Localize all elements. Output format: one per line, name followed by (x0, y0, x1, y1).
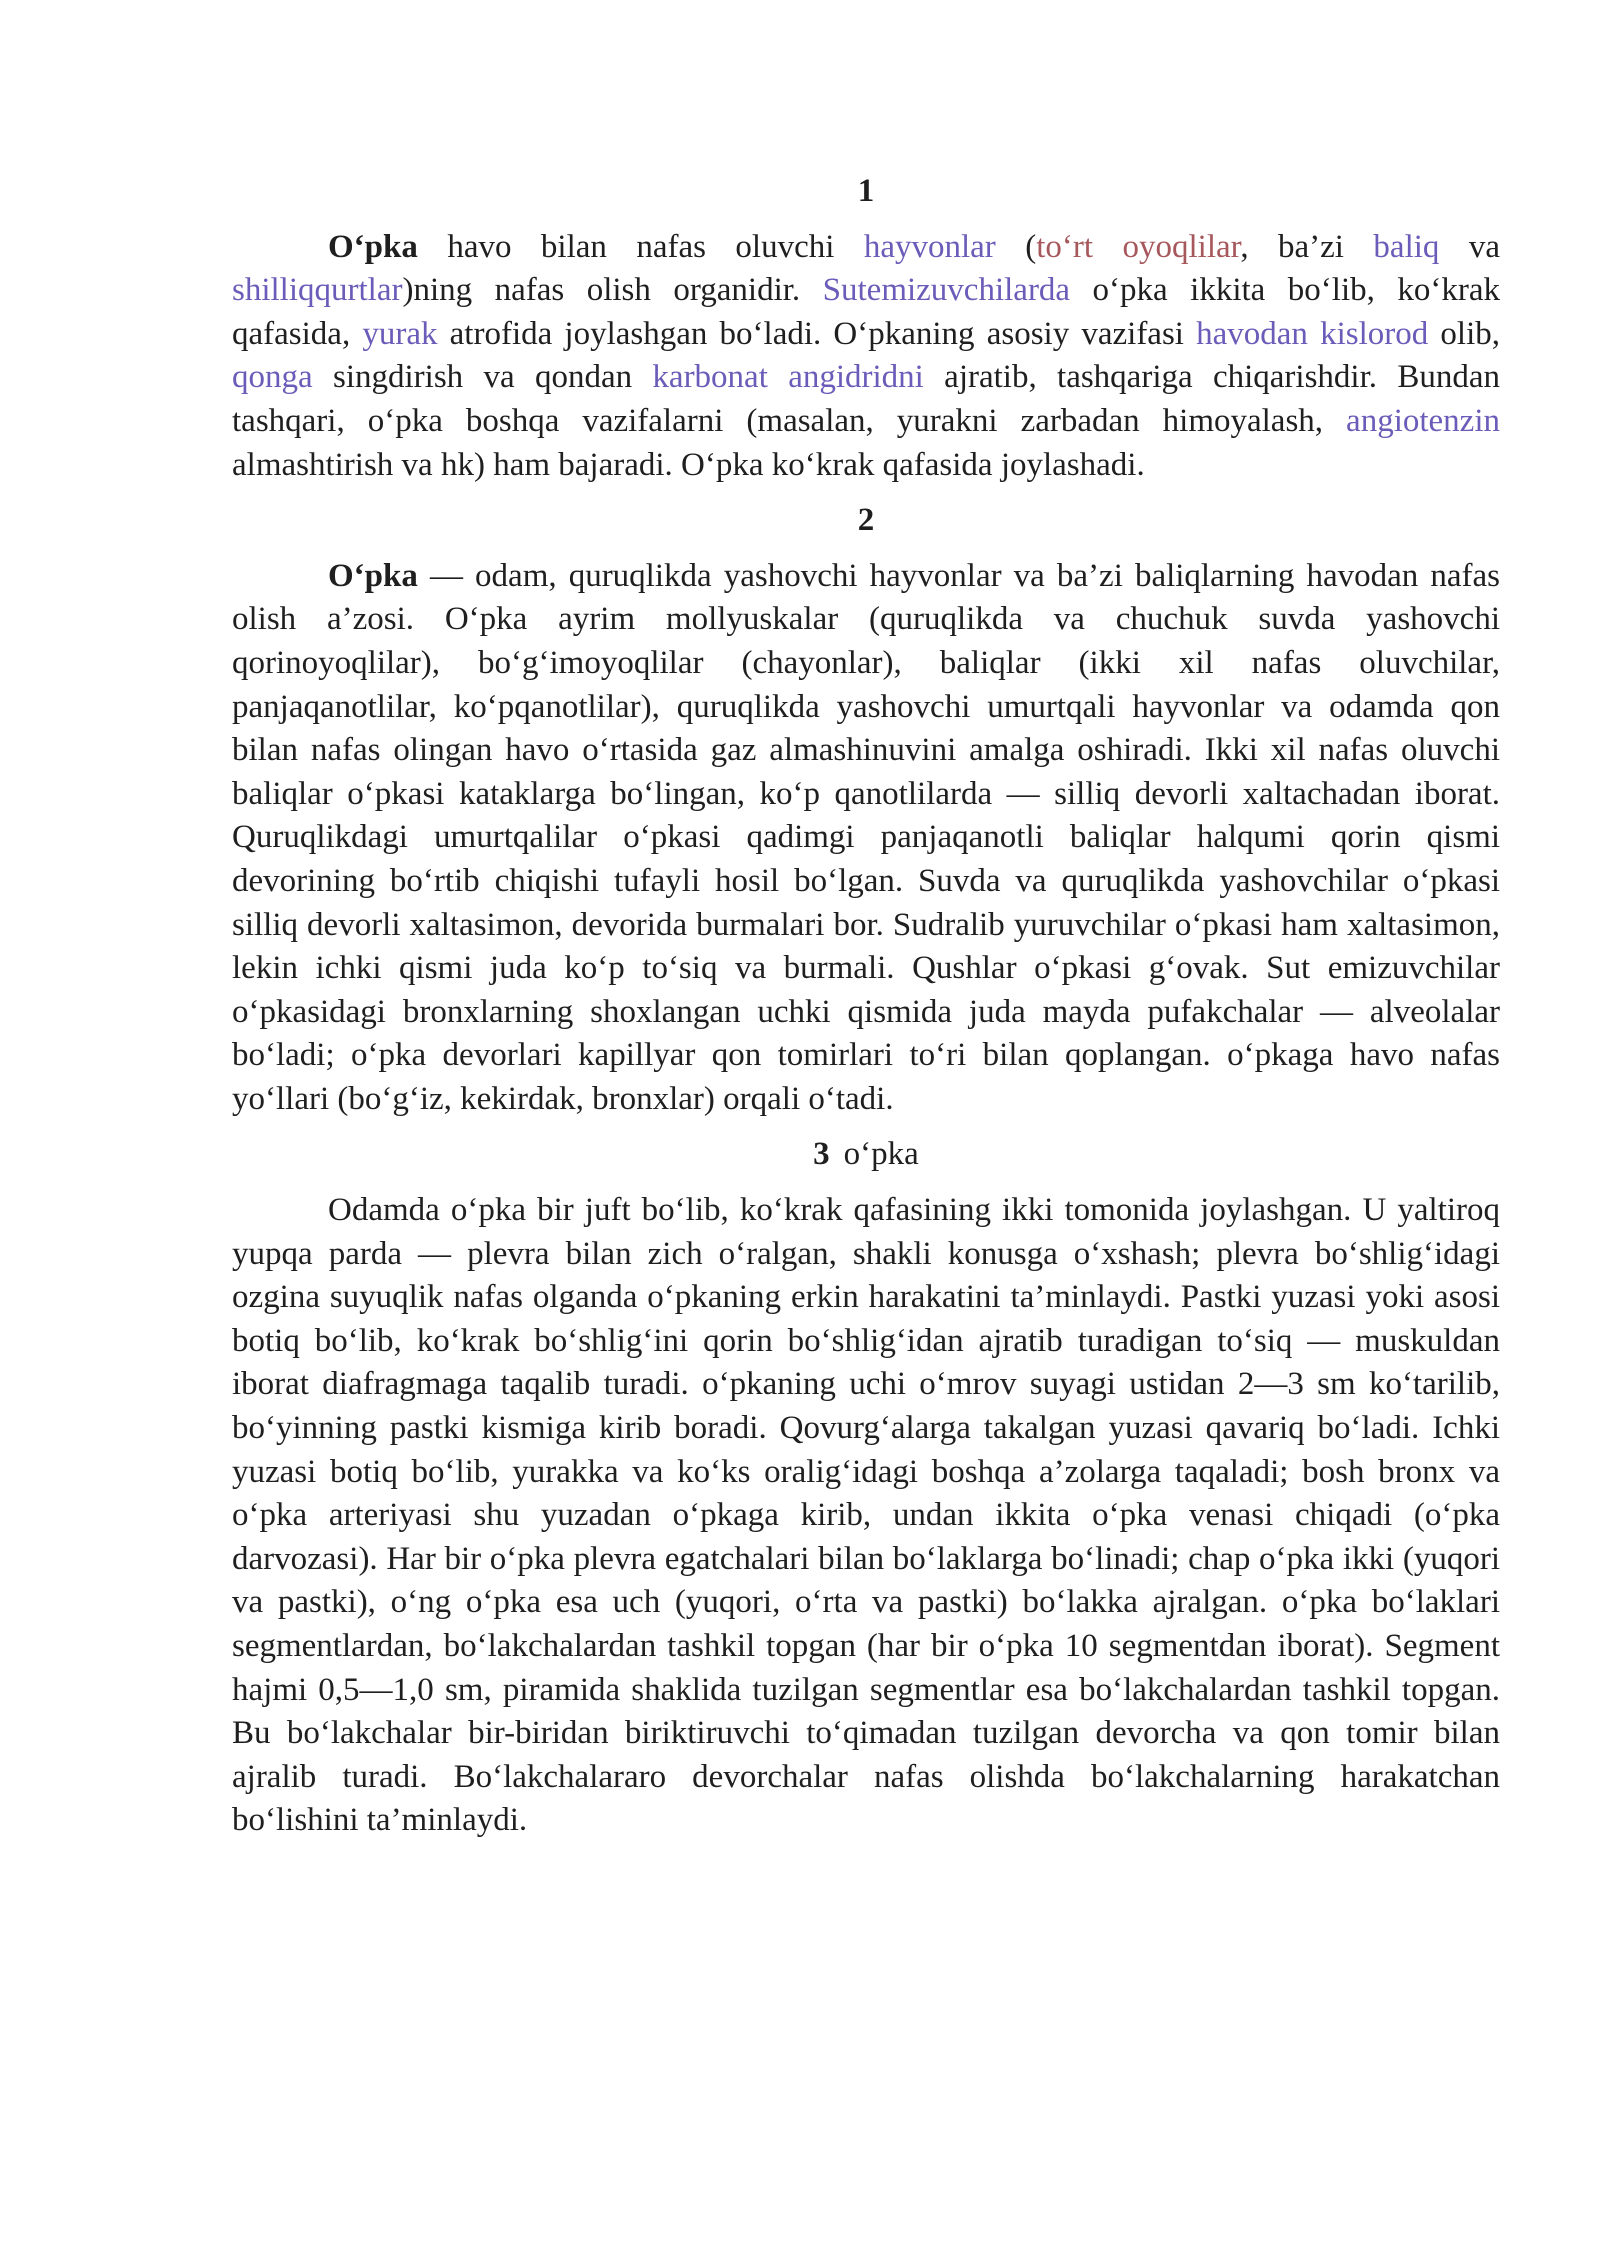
text-run: singdirish va qondan (312, 359, 653, 396)
text-run: o‘pka ikkita bo‘lib, ko‘krak qafasida, (232, 272, 1500, 352)
section-number: 2 (857, 502, 875, 539)
text-run: ajratib, tashqariga chiqarishdir. Bundan tashqari, o‘pka boshqa vazifalarni (masalan, yurakni zarbadan himoyalash, (232, 359, 1500, 439)
section-2-heading (232, 499, 1500, 543)
term-opka: O‘pka (328, 228, 418, 265)
section-subtitle: o‘pka (843, 1136, 919, 1173)
text-run: Odamda o‘pka bir juft bo‘lib, ko‘krak qafasining ikki tomonida joylashgan. U yaltiroq yupqa parda — plevra bilan zich o‘ralgan, shakli konusga o‘xshash; plevra bo‘shlig‘idagi ozgina suyuqlik nafas olganda o‘pkaning erkin harakatini ta’minlaydi. Pastki yuzasi yoki asosi botiq bo‘lib, ko‘krak bo‘shlig‘ini qorin bo‘shlig‘idan ajratib turadigan to‘siq — muskuldan iborat diafragmaga taqalib turadi. o‘pkaning uchi o‘mrov suyagi ustidan 2—3 sm ko‘tarilib, bo‘yinning pastki kismiga kirib boradi. Qovurg‘alarga takalgan yuzasi qavariq bo‘ladi. Ichki yuzasi botiq bo‘lib, yurakka va ko‘ks oralig‘idagi boshqa a’zolarga taqaladi; bosh bronx va o‘pka arteriyasi shu yuzadan o‘pkaga kirib, undan ikkita o‘pka venasi chiqadi (o‘pka darvozasi). Har bir o‘pka plevra egatchalari bilan bo‘laklarga bo‘linadi; chap o‘pka ikki (yuqori va pastki), o‘ng o‘pka esa uch (yuqori, o‘rta va pastki) bo‘lakka ajralgan. o‘pka bo‘laklari segmentlardan, bo‘lakchalardan tashkil topgan (har bir o‘pka 10 segmentdan iborat). Segment hajmi 0,5—1,0 sm, piramida shaklida tuzilgan segmentlar esa bo‘lakchalardan tashkil topgan. Bu bo‘lakchalar bir-biridan biriktiruvchi to‘qimadan tuzilgan devorcha va qon tomir bilan ajralib turadi. Bo‘lakchalararo devorchalar nafas olishda bo‘lakchalarning harakatchan bo‘lishini ta’minlaydi. (232, 1192, 1500, 1839)
text-run: olib, (1428, 315, 1500, 352)
link-sutemizuvchilarda[interactable]: Sutemizuvchilarda (822, 272, 1071, 309)
section-number: 3 (813, 1136, 830, 1173)
text-run: atrofida joylashgan bo‘ladi. O‘pkaning asosiy vazifasi (437, 315, 1197, 352)
text-run: almashtirish va hk) ham bajaradi. O‘pka ko‘krak qafasida joylashadi. (232, 446, 1145, 483)
link-yurak[interactable]: yurak (362, 315, 438, 352)
link-qonga[interactable]: qonga (232, 359, 313, 396)
section-3-paragraph (232, 1189, 1500, 1843)
link-baliq[interactable]: baliq (1373, 228, 1440, 265)
section-1-paragraph (232, 226, 1500, 488)
text-run: ( (995, 228, 1037, 265)
section-3-heading (232, 1133, 1500, 1177)
text-run: va (1439, 228, 1500, 265)
link-shilliqqurtlar[interactable]: shilliqqurtlar (232, 272, 403, 309)
section-2-paragraph (232, 555, 1500, 1122)
term-opka: O‘pka (328, 557, 418, 594)
text-run: — odam, quruqlikda yashovchi hayvonlar va ba’zi baliqlarning havodan nafas olish a’zosi. O‘pka ayrim mollyuskalar (quruqlikda va chuchuk suvda yashovchi qorinoyoqlilar), bo‘g‘imoyoqlilar (chayonlar), baliqlar (ikki xil nafas oluvchilar, panjaqanotlilar, ko‘pqanotlilar), quruqlikda yashovchi umurtqali hayvonlar va odamda qon bilan nafas olingan havo o‘rtasida gaz almashinuvini amalga oshiradi. Ikki xil nafas oluvchi baliqlar o‘pkasi kataklarga bo‘lingan, ko‘p qanotlilarda — silliq devorli xaltachadan iborat. Quruqlikdagi umurtqalilar o‘pkasi qadimgi panjaqanotli baliqlar halqumi qorin qismi devorining bo‘rtib chiqishi tufayli hosil bo‘lgan. Suvda va quruqlikda yashovchilar o‘pkasi silliq devorli xaltasimon, devorida burmalari bor. Sudralib yuruvchilar o‘pkasi ham xaltasimon, lekin ichki qismi juda ko‘p to‘siq va burmali. Qushlar o‘pkasi g‘ovak. Sut emizuvchilar o‘pkasidagi bronxlarning shoxlangan uchki qismida juda mayda pufakchalar — alveolalar bo‘ladi; o‘pka devorlari kapillyar qon tomirlari to‘ri bilan qoplangan. o‘pkaga havo nafas yo‘llari (bo‘g‘iz, kekirdak, bronxlar) orqali o‘tadi. (232, 557, 1500, 1117)
section-1-heading (232, 170, 1500, 214)
text-run: , ba’zi (1240, 228, 1374, 265)
document-page (232, 170, 1500, 1855)
link-angiotenzin[interactable]: angiotenzin (1346, 402, 1500, 439)
link-havodan-kislorod[interactable]: havodan kislorod (1196, 315, 1429, 352)
text-run: havo bilan nafas oluvchi (417, 228, 864, 265)
link-hayvonlar[interactable]: hayvonlar (863, 228, 996, 265)
link-karbonat-angidridni[interactable]: karbonat angidridni (652, 359, 924, 396)
section-number: 1 (857, 173, 875, 209)
text-run: )ning nafas olish organidir. (402, 272, 823, 309)
link-tort-oyoqlilar[interactable]: to‘rt oyoqlilar (1036, 228, 1241, 265)
